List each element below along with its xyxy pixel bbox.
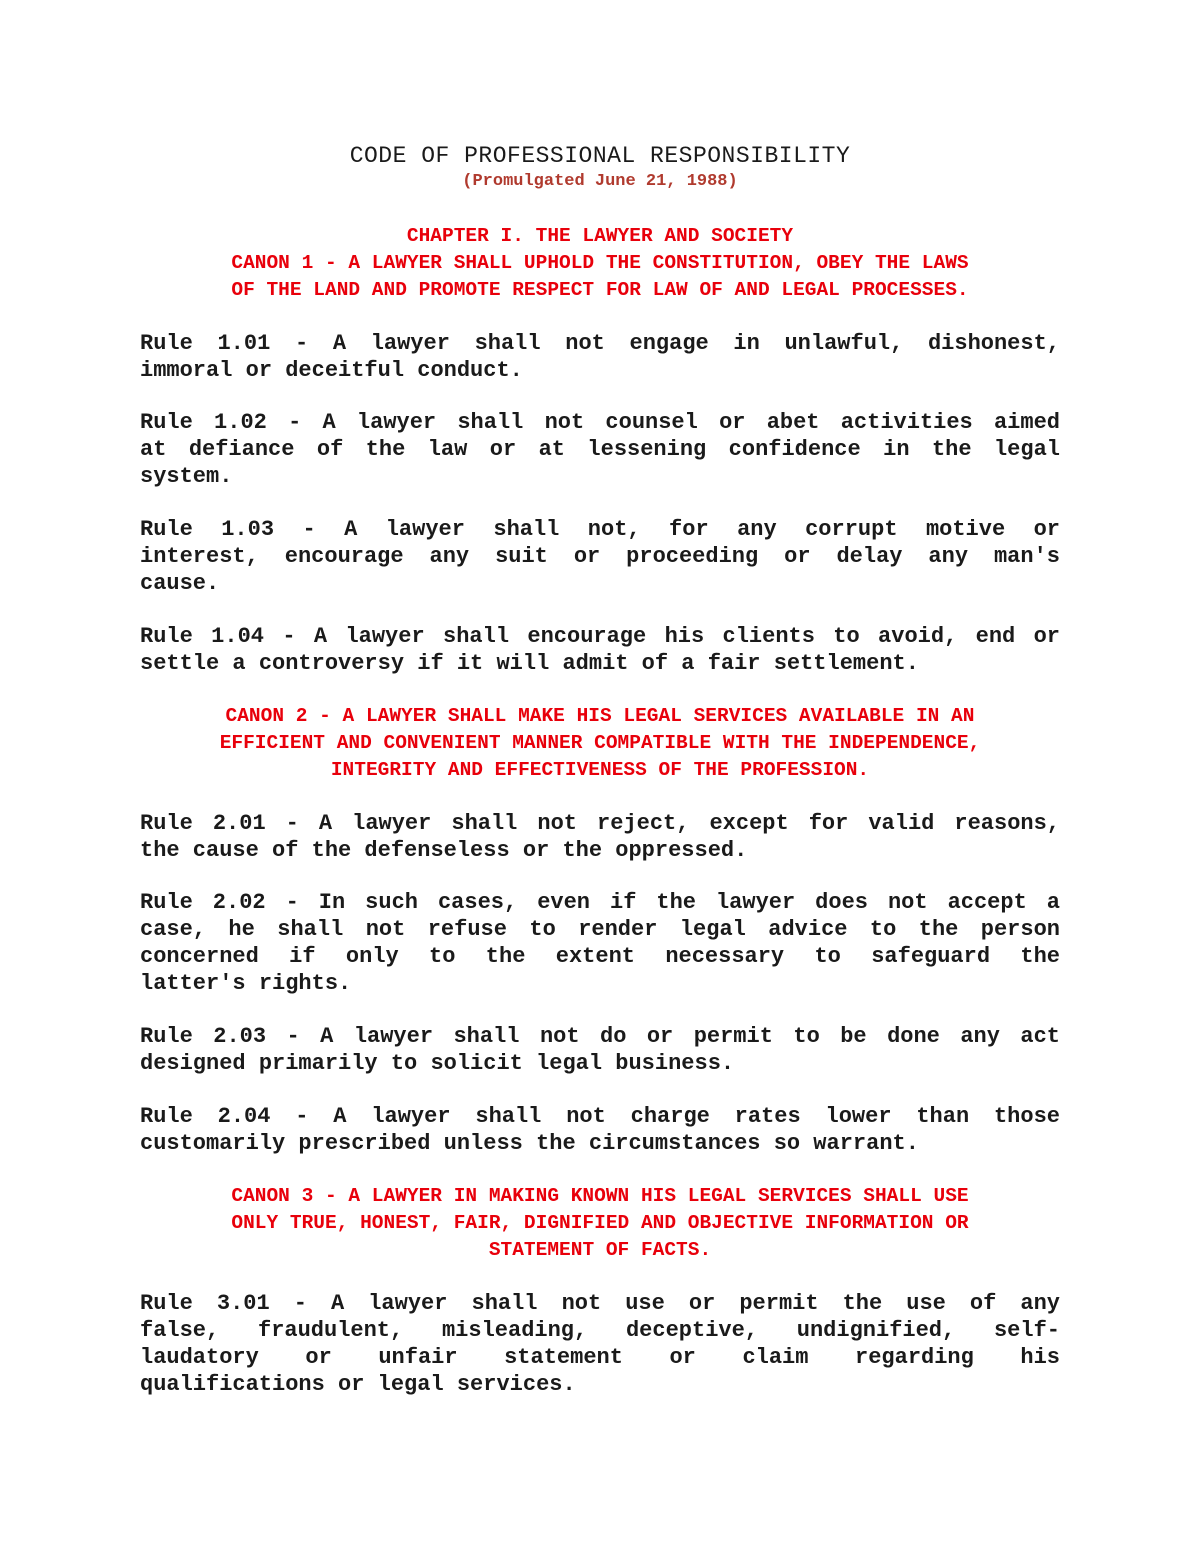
canon-1-line-1: CANON 1 - A LAWYER SHALL UPHOLD THE CONSTITUTION, OBEY THE LAWS	[231, 252, 969, 274]
rule-3-01	[140, 1290, 1060, 1398]
rule-1-02	[140, 409, 1060, 490]
canon-3-line-1: CANON 3 - A LAWYER IN MAKING KNOWN HIS LEGAL SERVICES SHALL USE	[231, 1185, 969, 1207]
canon-2-line-3: INTEGRITY AND EFFECTIVENESS OF THE PROFESSION.	[330, 759, 870, 781]
rule-1-03-line-1: Rule 1.03 - A lawyer shall not, for any corrupt motive or	[140, 517, 1060, 542]
canon-3-heading	[140, 1183, 1060, 1264]
canon-3-line-3: STATEMENT OF FACTS.	[488, 1239, 712, 1261]
canon-2-line-1: CANON 2 - A LAWYER SHALL MAKE HIS LEGAL SERVICES AVAILABLE IN AN	[225, 705, 975, 727]
rule-1-04	[140, 623, 1060, 677]
rule-2-03-line-2: designed primarily to solicit legal business.	[140, 1051, 735, 1076]
rule-1-01-line-1: Rule 1.01 - A lawyer shall not engage in unlawful, dishonest,	[140, 331, 1060, 356]
rule-3-01-line-2: false, fraudulent, misleading, deceptive, undignified, self-	[140, 1318, 1060, 1343]
rule-1-01-line-2: immoral or deceitful conduct.	[140, 358, 523, 383]
chapter-heading-line: CHAPTER I. THE LAWYER AND SOCIETY	[406, 225, 794, 247]
rule-1-02-line-2: at defiance of the law or at lessening confidence in the legal	[140, 437, 1060, 462]
rule-3-01-line-1: Rule 3.01 - A lawyer shall not use or permit the use of any	[140, 1291, 1060, 1316]
rule-1-01	[140, 330, 1060, 384]
rule-2-04-line-1: Rule 2.04 - A lawyer shall not charge rates lower than those	[140, 1104, 1060, 1129]
rule-1-03	[140, 516, 1060, 597]
canon-2-heading	[140, 703, 1060, 784]
rule-1-02-line-3: system.	[140, 464, 233, 489]
rule-2-03	[140, 1023, 1060, 1077]
rule-2-04-line-2: customarily prescribed unless the circumstances so warrant.	[140, 1131, 919, 1156]
rule-2-02-line-4: latter's rights.	[140, 971, 352, 996]
canon-3-line-2: ONLY TRUE, HONEST, FAIR, DIGNIFIED AND OBJECTIVE INFORMATION OR	[231, 1212, 969, 1234]
rule-2-04	[140, 1103, 1060, 1157]
rule-1-03-line-3: cause.	[140, 571, 220, 596]
rule-3-01-line-3: laudatory or unfair statement or claim regarding his	[140, 1345, 1060, 1370]
chapter-heading	[140, 223, 1060, 250]
rule-2-02-line-1: Rule 2.02 - In such cases, even if the lawyer does not accept a	[140, 890, 1060, 915]
rule-2-02-line-2: case, he shall not refuse to render legal advice to the person	[140, 917, 1060, 942]
rule-1-03-line-2: interest, encourage any suit or proceeding or delay any man's	[140, 544, 1060, 569]
canon-1-heading	[140, 250, 1060, 304]
rule-2-02	[140, 889, 1060, 997]
rule-3-01-line-4: qualifications or legal services.	[140, 1372, 576, 1397]
rule-2-01-line-2: the cause of the defenseless or the oppressed.	[140, 838, 748, 863]
rule-1-04-line-1: Rule 1.04 - A lawyer shall encourage his clients to avoid, end or	[140, 624, 1060, 649]
rule-2-01-line-1: Rule 2.01 - A lawyer shall not reject, except for valid reasons,	[140, 811, 1060, 836]
rule-2-03-line-1: Rule 2.03 - A lawyer shall not do or permit to be done any act	[140, 1024, 1060, 1049]
rule-2-01	[140, 810, 1060, 864]
document-subtitle: (Promulgated June 21, 1988)	[462, 172, 738, 191]
canon-1-line-2: OF THE LAND AND PROMOTE RESPECT FOR LAW OF AND LEGAL PROCESSES.	[231, 279, 969, 301]
rule-1-04-line-2: settle a controversy if it will admit of a fair settlement.	[140, 651, 919, 676]
document-title: CODE OF PROFESSIONAL RESPONSIBILITY	[349, 143, 851, 169]
canon-2-line-2: EFFICIENT AND CONVENIENT MANNER COMPATIBLE WITH THE INDEPENDENCE,	[219, 732, 981, 754]
rule-1-02-line-1: Rule 1.02 - A lawyer shall not counsel or abet activities aimed	[140, 410, 1060, 435]
rule-2-02-line-3: concerned if only to the extent necessary to safeguard the	[140, 944, 1060, 969]
